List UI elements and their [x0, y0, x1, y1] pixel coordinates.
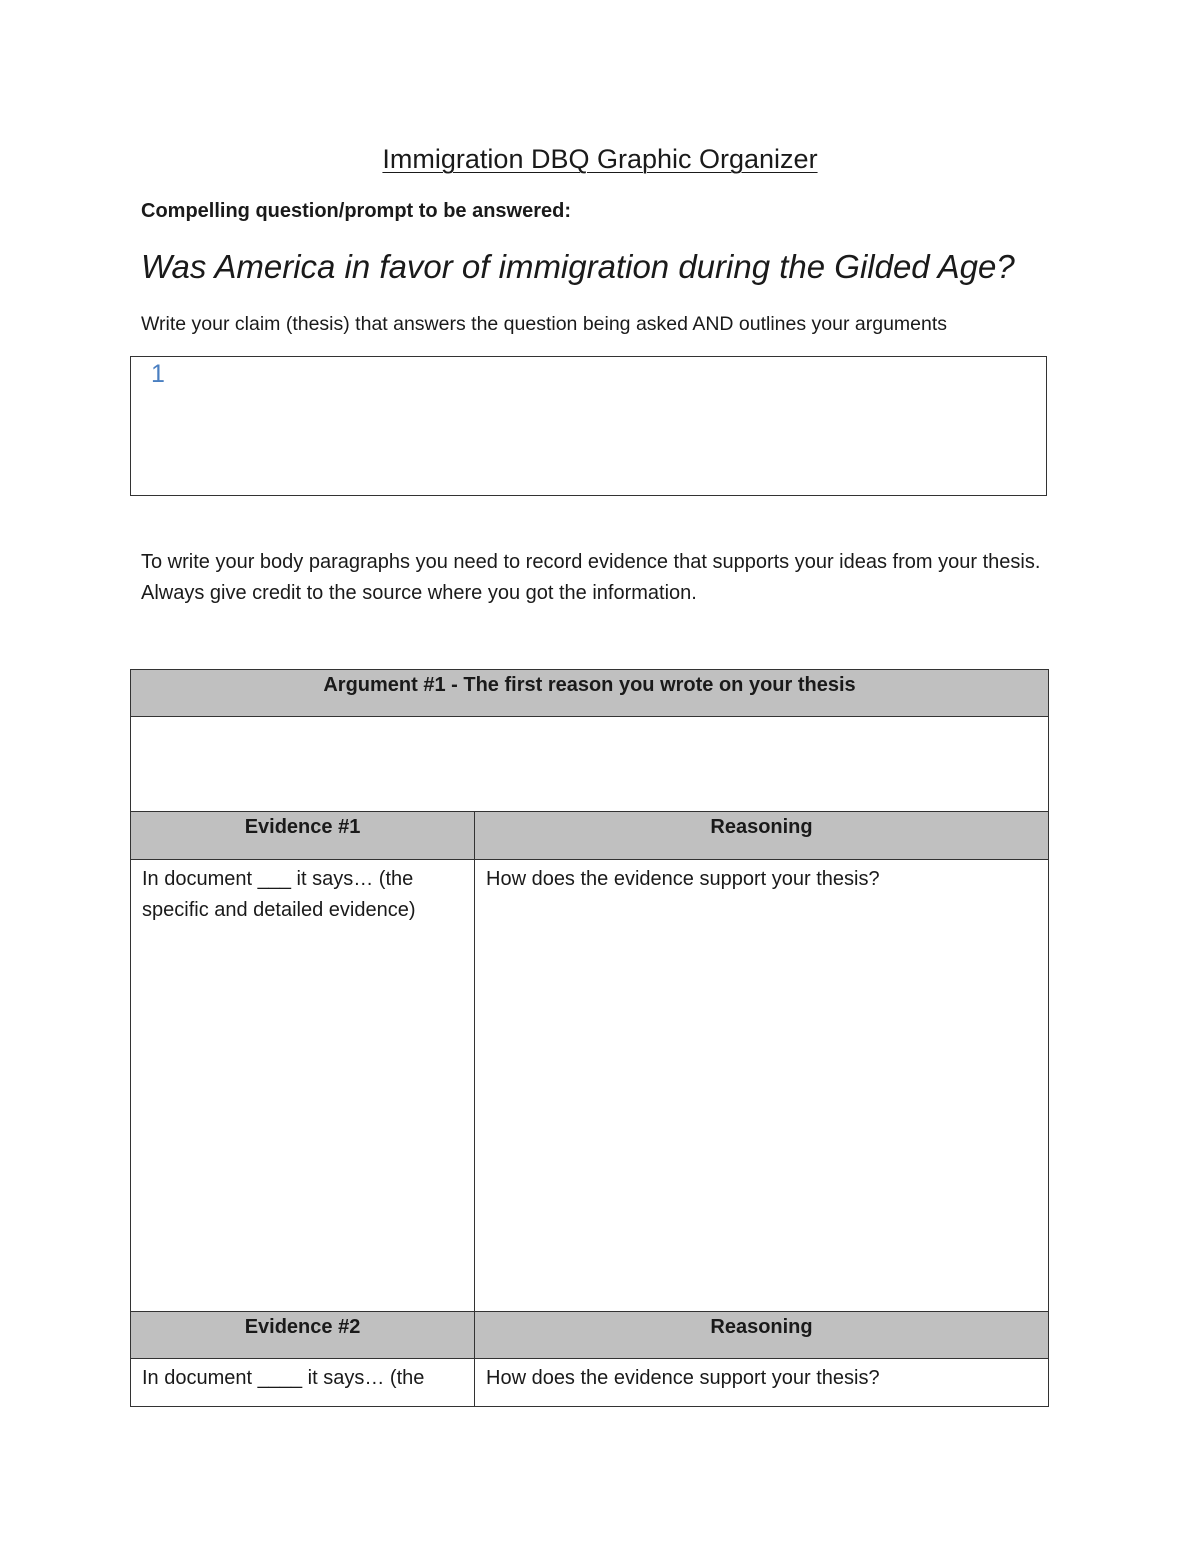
- body-instruction: To write your body paragraphs you need to record evidence that supports your ideas from your thesis. Always give credit to the source where you got the information.: [141, 551, 1041, 604]
- evidence2-cell[interactable]: [131, 1359, 475, 1407]
- reasoning1-header: [475, 812, 1049, 860]
- evidence2-prompt: In document ____ it says… (the: [142, 1367, 425, 1389]
- reasoning1-header-label: Reasoning: [710, 816, 813, 838]
- reasoning1-cell[interactable]: [475, 860, 1049, 1312]
- evidence2-header: [131, 1312, 475, 1359]
- reasoning2-prompt: How does the evidence support your thesis?: [486, 1367, 880, 1389]
- evidence1-prompt: In document ___ it says… (the specific and detailed evidence): [142, 868, 416, 921]
- claim-instruction: Write your claim (thesis) that answers the question being asked AND outlines your arguments: [141, 313, 948, 335]
- thesis-line-number: 1: [151, 360, 165, 388]
- evidence2-header-label: Evidence #2: [244, 1316, 361, 1338]
- argument-header: [131, 670, 1049, 717]
- argument-header-label: Argument #1 - The first reason you wrote on your thesis: [323, 674, 856, 696]
- page-title: Immigration DBQ Graphic Organizer: [382, 144, 818, 174]
- argument-answer-cell[interactable]: [131, 717, 1049, 812]
- thesis-box[interactable]: [130, 356, 1047, 496]
- reasoning2-header-label: Reasoning: [710, 1316, 813, 1338]
- reasoning2-cell[interactable]: [475, 1359, 1049, 1407]
- argument-table: [130, 669, 1049, 1407]
- prompt-label: Compelling question/prompt to be answered:: [141, 200, 572, 222]
- compelling-question: Was America in favor of immigration during the Gilded Age?: [141, 248, 1015, 285]
- reasoning2-header: [475, 1312, 1049, 1359]
- evidence1-header: [131, 812, 475, 860]
- evidence1-cell[interactable]: [131, 860, 475, 1312]
- evidence1-header-label: Evidence #1: [244, 816, 361, 838]
- reasoning1-prompt: How does the evidence support your thesis?: [486, 868, 880, 890]
